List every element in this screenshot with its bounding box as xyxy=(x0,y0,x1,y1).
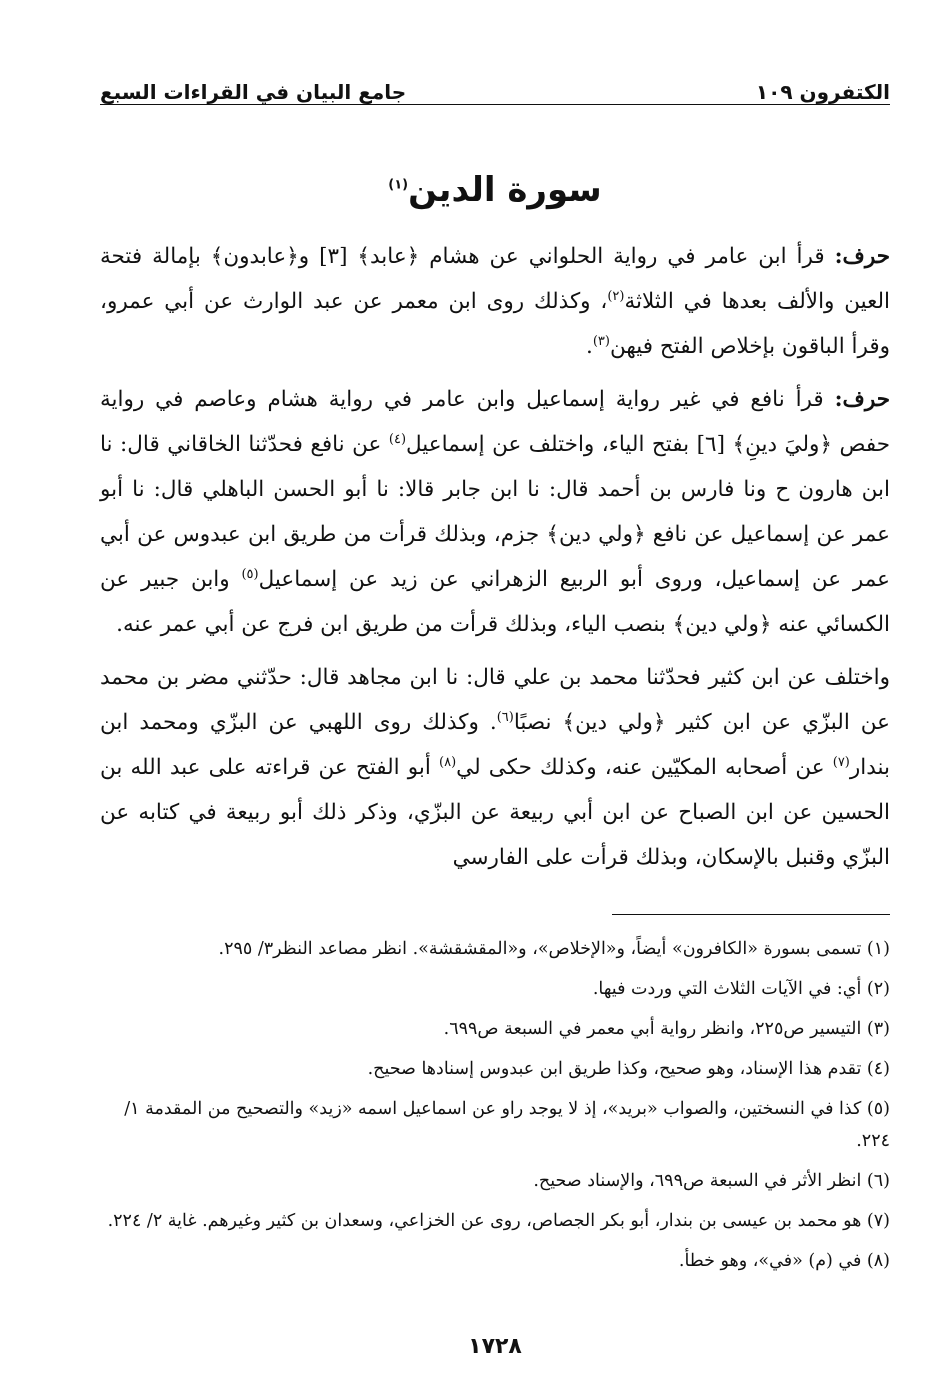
footnote-ref: (٢) xyxy=(607,288,625,304)
paragraph-text: عن نافع فحدّثنا الخاقاني قال: نا ابن هارون ح ونا فارس بن أحمد قال: نا ابن جابر قالا: نا أبو الحسن الباهلي قال: نا أبو عمر عن إسماعيل عن نافع ﴿ولي دين﴾ جزم، وبذلك قرأت من طريق ابن عبدوس عن أبي عمر عن إسماعيل، وروى أبو الربيع الزهراني عن زيد عن إسماعيل xyxy=(100,432,890,592)
paragraph-text: قرأ نافع في غير رواية إسماعيل وابن عامر في رواية هشام وعاصم في رواية حفص ﴿وليَ دينِ﴾ [٦] بفتح الياء، واختلف عن إسماعيل xyxy=(100,387,890,457)
surah-title-note: (١) xyxy=(388,177,409,193)
footnote: (٥) كذا في النسختين، والصواب «بريد»، إذ لا يوجد راو عن اسماعيل اسمه «زيد» والتصحيح من المقدمة ١/ ٢٢٤. xyxy=(124,1099,890,1151)
page-number: ١٧٢٨ xyxy=(468,1334,522,1359)
surah-title-text: سورة الدين xyxy=(408,170,602,210)
footnote: (٨) في (م) «في»، وهو خطأ. xyxy=(678,1251,890,1271)
footnote-ref: (٣) xyxy=(592,333,610,349)
paragraph xyxy=(100,377,890,647)
header-book-title: جامع البيان في القراءات السبع xyxy=(100,80,407,104)
paragraph-text: . xyxy=(585,334,593,359)
paragraph-text: واختلف عن ابن كثير فحدّثنا محمد بن علي قال: نا ابن مجاهد قال: حدّثني مضر بن محمد عن البزّي عن ابن كثير ﴿ولي دين﴾ نصبًا xyxy=(100,665,890,735)
footnote: (٣) التيسير ص٢٢٥، وانظر رواية أبي معمر في السبعة ص٦٩٩. xyxy=(443,1019,890,1039)
paragraph xyxy=(100,655,890,880)
paragraph-text: عن أصحابه المكيّين عنه، وكذلك حكى لي xyxy=(456,755,833,780)
footnote-ref: (٤) xyxy=(388,431,407,447)
footnote: (٢) أي: في الآيات الثلاث التي وردت فيها. xyxy=(592,979,890,999)
paragraph xyxy=(100,234,890,369)
footnote-ref: (٦) xyxy=(496,709,514,725)
paragraph-text: قرأ ابن عامر في رواية الحلواني عن هشام ﴿عابد﴾ [٣] و﴿عابدون﴾ بإمالة فتحة العين والألف بعدها في الثلاثة xyxy=(100,244,890,314)
paragraph-text: أبو الفتح عن قراءته على عبد الله بن الحسين عن ابن الصباح عن ابن أبي ربيعة عن البزّي، وذكر ذلك أبو ربيعة في كتابه عن البزّي وقنبل بالإسكان، وبذلك قرأت على الفارسي xyxy=(100,755,890,870)
footnote-ref: (٧) xyxy=(832,754,850,770)
running-header xyxy=(100,60,890,104)
footnote: (٤) تقدم هذا الإسناد، وهو صحيح، وكذا طريق ابن عبدوس إسنادها صحيح. xyxy=(367,1059,890,1079)
surah-title xyxy=(100,165,890,215)
footnote: (٧) هو محمد بن عيسى بن بندار، أبو بكر الجصاص، روى عن الخزاعي، وسعدان بن كثير وغيرهم. غاية ٢/ ٢٢٤. xyxy=(107,1211,890,1231)
footnote-divider xyxy=(612,914,890,915)
paragraph-lead: حرف: xyxy=(834,244,891,269)
header-divider xyxy=(100,104,890,105)
footnote: (٦) انظر الأثر في السبعة ص٦٩٩، والإسناد صحيح. xyxy=(533,1171,890,1191)
main-text xyxy=(100,234,890,888)
footnote-ref: (٥) xyxy=(241,566,259,582)
footnote: (١) تسمى بسورة «الكافرون» أيضاً، و«الإخلاص»، و«المقشقشة». انظر مصاعد النظر٣/ ٢٩٥. xyxy=(218,939,890,959)
paragraph-lead: حرف: xyxy=(834,387,890,412)
footnote-ref: (٨) xyxy=(439,754,457,770)
paragraph-text: وابن جبير عن الكسائي عنه ﴿ولي دين﴾ بنصب الياء، وبذلك قرأت من طريق ابن فرج عن أبي عمر عنه. xyxy=(100,567,890,637)
header-chapter: الكتفرون ١٠٩ xyxy=(755,80,890,104)
footnotes xyxy=(100,933,890,1285)
paragraph-text: . وكذلك روى اللهبي عن البزّي ومحمد ابن بندار xyxy=(100,710,890,780)
paragraph-text: ، وكذلك روى ابن معمر عن عبد الوارث عن أبي عمرو، وقرأ الباقون بإخلاص الفتح فيهن xyxy=(100,289,890,359)
